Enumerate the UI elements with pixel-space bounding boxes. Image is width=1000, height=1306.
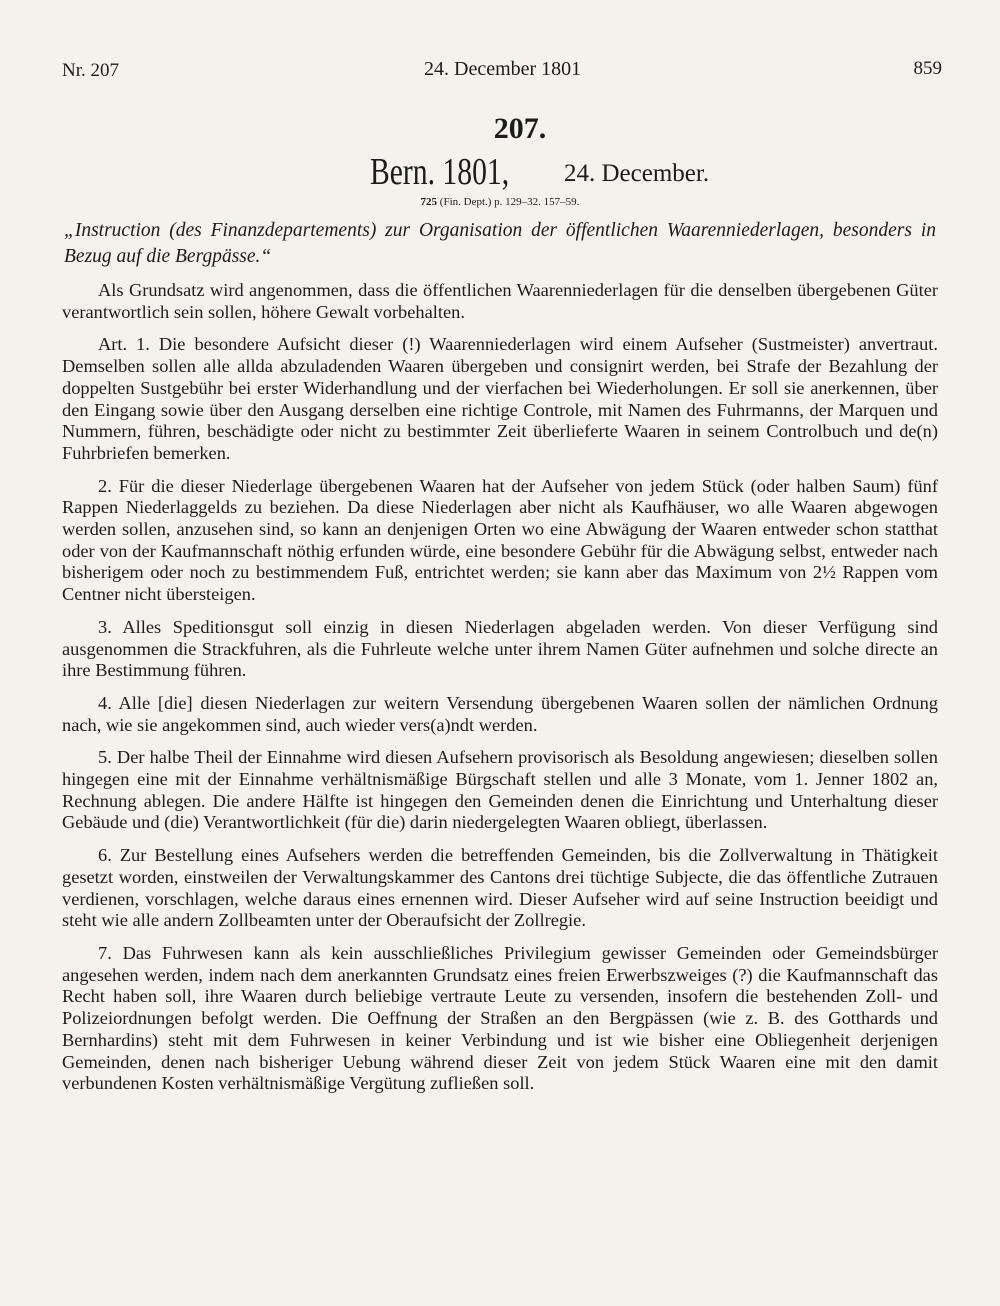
- running-head: [62, 58, 942, 82]
- place-year: Bern. 1801,: [370, 151, 510, 193]
- paragraph: 4. Alle [die] diesen Niederlagen zur weitern Versendung übergebenen Waaren sollen der nämlichen Ordnung nach, wie sie angekommen sind, auch wieder vers(a)ndt werden.: [62, 692, 938, 735]
- heading-date: 24. December.: [564, 160, 710, 187]
- paragraph: Als Grundsatz wird angenommen, dass die öffentlichen Waarenniederlagen für die denselben übergebenen Güter verantwortlich sein sollen, höhere Gewalt vorbehalten.: [62, 280, 938, 322]
- paragraph: 5. Der halbe Theil der Einnahme wird diesen Aufsehern provisorisch als Besoldung angewiesen; dieselben sollen hingegen eine mit der Einnahme verhältnismäßige Bürgschaft stellen und alle 3 Monate, vom 1. Jenner 1802 an, Rechnung ablegen. Die andere Hälfte ist hingegen den Gemeinden denen die Einrichtung und Unterhaltung dieser Gebäude und (die) Verantwortlichkeit (für die) darin niedergelegten Waaren obliegt, überlassen.: [62, 747, 938, 833]
- paragraph: Art. 1. Die besondere Aufsicht dieser (!) Waarenniederlagen wird einem Aufseher (Sustmeister) anvertraut. Demselben sollen alle allda abzuladenden Waaren übergeben und consignirt werden, bei Strafe der Bezahlung der doppelten Sustgebühr bei erster Widerhandlung und der vierfachen bei Wiederholungen. Er soll sie anerkennen, über den Eingang sowie über den Ausgang derselben eine richtige Controle, mit Namen des Fuhrmanns, der Marquen und Nummern, führen, beschädigte oder nicht zu bestimmter Zeit überlieferte Waaren in seinem Controlbuch und de(n) Fuhrbriefen bemerken.: [62, 334, 938, 463]
- source-number: 725: [420, 196, 438, 208]
- document-title: „Instruction (des Finanzdepartements) zur Organisation der öffentlichen Waarenniederlagen, besonders in Bezug auf die Bergpässe.“: [64, 220, 936, 267]
- source-reference: [0, 196, 1000, 208]
- paragraph: 7. Das Fuhrwesen kann als kein ausschließliches Privilegium gewisser Gemeinden oder Gemeindsbürger angesehen werden, indem nach dem anerkannten Grundsatz eines freien Erwerbszweiges (?) die Kaufmannschaft das Recht haben soll, ihre Waaren durch beliebige vertraute Leute zu versenden, insofern die bestehenden Zoll- und Polizeiordnungen befolgt werden. Die Oeffnung der Straßen an den Bergpässen (wie z. B. des Gotthards und Bernhardins) steht mit dem Fuhrwesen in keiner Verbindung und ist wie bisher eine Obliegenheit derjenigen Gemeinden, denen nach bisheriger Uebung während dieser Zeit von jedem Stück Waaren eine mit den damit verbundenen Kosten verhältnismäßige Vergütung zufließen soll.: [62, 942, 938, 1094]
- paragraph: 3. Alles Speditionsgut soll einzig in diesen Niederlagen abgeladen werden. Von dieser Verfügung sind ausgenommen die Strackfuhren, als die Fuhrleute welche unter ihrem Namen Güter aufnehmen und solche directe an ihre Bestimmung führen.: [62, 616, 938, 681]
- paragraph: 2. Für die dieser Niederlage übergebenen Waaren hat der Aufseher von jedem Stück (oder halben Saum) fünf Rappen Niederlaggelds zu beziehen. Da diese Niederlagen aber nicht als Kaufhäuser, wo alle Waaren abgewogen werden sollen, anzusehen sind, so kann an denjenigen Orten wo eine Abwägung der Waaren entweder schon statthat oder von der Kaufmannschaft nöthig erfunden würde, eine besondere Gebühr für die Abwägung selbst, entweder nach bisherigem oder noch zu bestimmendem Fuß, entrichtet werden; sie kann aber das Maximum von 2½ Rappen vom Centner nicht übersteigen.: [62, 475, 938, 605]
- page-number: 859: [913, 58, 942, 79]
- header-date: 24. December 1801: [424, 58, 582, 80]
- document-body: [62, 280, 938, 1106]
- paragraph: 6. Zur Bestellung eines Aufsehers werden die betreffenden Gemeinden, bis die Zollverwaltung in Thätigkeit gesetzt worden, einstweilen der Verwaltungskammer des Cantons drei tüchtige Subjecte, die das öffentliche Zutrauen verdienen, vorschlagen, welche daraus eines ernennen wird. Dieser Aufseher wird auf seine Instruction beeidigt und steht wie alle andern Zollbeamten unter der Oberaufsicht der Zollregie.: [62, 845, 938, 931]
- place-date-heading: [370, 150, 710, 194]
- header-document-number: Nr. 207: [62, 60, 119, 81]
- document-number: 207.: [493, 112, 547, 145]
- source-details: (Fin. Dept.) p. 129–32. 157–59.: [439, 196, 580, 208]
